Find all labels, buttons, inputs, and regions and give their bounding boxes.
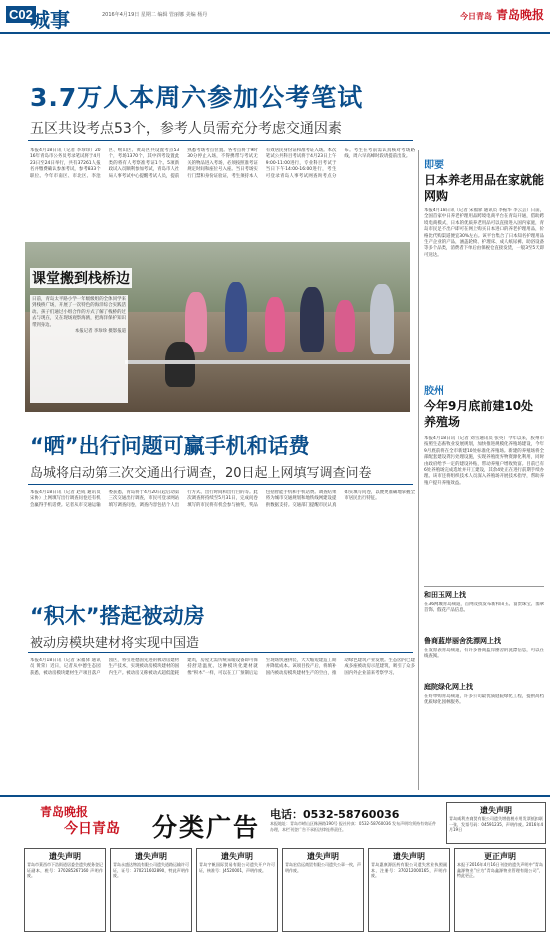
side-rule <box>424 586 544 587</box>
footer-logo: 青岛晚报 <box>40 805 89 819</box>
brief-body-3: 在好单购青岛频道，许多公司最优质庭院绿化工程，提供高档优质绿化园林服务。 <box>424 694 544 706</box>
classified-title: 分类广告 <box>152 813 261 842</box>
article3-subheadline: 被动房模块建材将实现中国造 <box>30 636 200 651</box>
header-rule <box>0 32 550 34</box>
page-header <box>0 0 550 40</box>
edition-meta: 2016年4月19日 星期二 编辑 管丽娜 美编 杨丹 <box>102 12 208 18</box>
side-tag-1: 即要 <box>424 160 444 171</box>
footer-brand: 今日青岛 <box>64 821 120 837</box>
article2-rule <box>28 484 413 485</box>
side-headline-1: 日本养老用品在家就能网购 <box>424 173 545 203</box>
article2-body: 本报4月18日讯（记者 赵成 通讯员 宋协）上网填写出行调查问卷还有机会赢得手机话费。记者从市交通运输委获悉，青岛将于4月20日起启动第三次交通出行调查，市民可登录网站填写调查问卷，调查内容包括个人出行方式、出行时间和出行目的等。此次调查将持续至5月31日，完成问卷填写的市民将有机会参与抽奖，奖品包括智能手机和手机话费。调查结果将为城市交通规划和地铁线网建设提供数据支持。交通部门提醒市民认真如实填写问卷，以便更准确地掌握全市居民出行特征。 <box>30 490 415 508</box>
brief-body-2: 在发原表青岛频道，有许多鲁商蓝岸丽舍的洗漂信息，可以在线查阅。 <box>424 648 544 660</box>
brand-logo: 今日青岛 青岛晚报 <box>459 8 544 22</box>
main-rule <box>28 140 413 141</box>
classified-note: 本报地址：青岛市崂山区株洲路190号 报社传真：0532-58760036 发布声明均须持有效证件办理，本栏刊登广告不承担法律连带责任。 <box>270 821 437 832</box>
notice-1: 遗失声明 青岛市莱西市下浩街道居委会遗失税务登记证副本，税号：370285267160 声明作废。 <box>24 848 106 932</box>
column-separator <box>418 150 419 790</box>
notice-2: 遗失声明 青岛永盛达物流有限公司遗失道路运输许可证，证号：370211602890，特此声明作废。 <box>110 848 192 932</box>
side-tag-2: 胶州 <box>424 386 444 397</box>
photo-title: 课堂搬到栈桥边 <box>30 268 132 288</box>
brief-headline-1: 和田玉网上找 <box>424 591 466 599</box>
main-headline: 3.7万人本周六参加公考笔试 <box>30 83 364 112</box>
side-body-1: 本报4月18日讯（记者 宋福驿 通讯员 李振华 李云芸）日前，全国首家中日养老护理用品跨境电商平台在青岛开通，借助跨境电商模式，日本的优质养老用品可以直接进入国内家庭，青岛市民足不出户即可在网上购买日本进口的养老护理用品，价格比代购渠道便宜30%左右。该平台集合了日本知名护理用品生产企业的产品，涵盖轮椅、护理床、成人纸尿裤、助浴设备等多个品类，消费者下单后由保税仓直接发货，一般3至5天即可送达。 <box>424 208 544 258</box>
side-body-2: 本报4月18日讯（记者 刘雪通讯员 张英）今年以来，胶州市按照生态畜牧业发展规划，加快推进规模化养殖场建设，今年9月底前将在全市新建10处标准化养殖场。新建的养殖场将全部配套建设粪污处理设施，实现养殖废弃物资源化利用，同时由政府给予一定的建设补贴，带动养殖户增收致富。目前已有6处养殖场完成选址并开工建设，其余4处正在进行前期手续办理。该市还将组织技术人员深入养殖场开展技术指导，帮助养殖户提升养殖效益。 <box>424 436 544 486</box>
notice-4: 遗失声明 青岛宏信远商贸有限公司遗失公章一枚，声明作废。 <box>282 848 364 932</box>
section-name: 城事 <box>30 8 70 32</box>
article3-rule <box>28 652 413 653</box>
notice-5: 遗失声明 青岛惠康源医药有限公司遗失营业执照副本，注册号：370212000165，声明作废。 <box>368 848 450 932</box>
side-headline-2: 今年9月底前建10处养殖场 <box>424 399 534 429</box>
page-number: C02 <box>6 6 36 23</box>
article3-body: 本报4月18日讯（记者 宋福驿 通讯员 黄荣）近日，记者从中德生态园获悉，被动房模块建材生产项目落户园区，将引进德国先进的被动房建材生产技术，实现被动房模块建材的国内生产。被动房又称被动式超低能耗建筑，房屋无需传统采暖设备即可保持舒适温度。这种模块化建材就像“积木”一样，可以在工厂预制后运至现场快速拼装，大大缩短建造工期并降低成本。该项目投产后，将填补国内被动房模块建材生产的空白，推动绿色建筑产业发展。生态园内已建成多座被动房示范建筑，吸引了众多国内外企业前来考察学习。 <box>30 658 415 676</box>
photo-caption: 日前，青岛太平路小学一年级级组的全体同学来到栈桥广场，开展了一次特色的海洋综合实践活动。孩子们通过小组合作的方式了解了栈桥的过去与现在，又在现场观察海鸥，把海洋保护知识带到身边。 本报记者 李珍珍 摄影报道 <box>30 295 128 403</box>
main-subheadline: 五区共设考点53个，参考人员需充分考虑交通因素 <box>30 121 342 137</box>
article3-headline: “积木”搭起被动房 <box>30 604 205 628</box>
top-notice: 遗失声明 青岛威利杰商贸有限公司遗失增值税专用发票抵扣联一张，发票号码：04591235，声明作废。2016年4月19日 <box>446 802 546 844</box>
brief-body-1: 在36网城青岛频道，首网及找发布新和田玉、富贵珠宝、翡翠首饰、假花产品信息。 <box>424 602 544 614</box>
article2-headline: “晒”出行问题可赢手机和话费 <box>30 434 310 458</box>
brief-headline-2: 鲁商蓝岸丽舍洗漂网上找 <box>424 637 501 645</box>
notice-6: 更正声明 本报于2016年4月16日刊登的遗失声明中“青岛鑫源物业”应为“青岛鑫源物业管理有限公司”，特此更正。 <box>454 848 546 932</box>
brief-headline-3: 庭院绿化网上找 <box>424 683 473 691</box>
article2-subheadline: 岛城将启动第三次交通出行调查，20日起上网填写调查问卷 <box>30 466 372 481</box>
main-body: 本报4月18日讯（记者 李珍珍）2016年青岛市公务员考录笔试将于4月23日至24日举行，共有37261人报名并缴费确认参加考试，参考833个职位。今年市南区、市北区、李沧区、崂山区、黄岛区共设置考点53个，考场1370个，其中四考设置此类的将有人考察准考证1个。5项新政试入员顺利参加考试，青岛市人社局人事考试中心提醒考试人员，提前熟悉考场考点位置。各考点将于9时30分停止入场，不得携带与考试无关的物品进入考场，必须按照准考证规定时间和座位号入座。当日考场实行门禁和身份证验证，考生须持本人有效居民身份证和准考证入场。本次笔试公共科目考试将于4月23日上午9:00-11:00进行，专业科目考试于当日下午14:00-16:00进行，考生可登录青岛人事考试网查询考点分布。考生在考前需认真核对考场路线，周六早高峰时段请提前出发。 <box>30 148 415 179</box>
notice-3: 遗失声明 青岛宇帆国际贸易有限公司遗失开户许可证，核准号：J4520001，声明作废。 <box>196 848 278 932</box>
classified-phone: 电话：0532-58760036 <box>270 808 400 821</box>
